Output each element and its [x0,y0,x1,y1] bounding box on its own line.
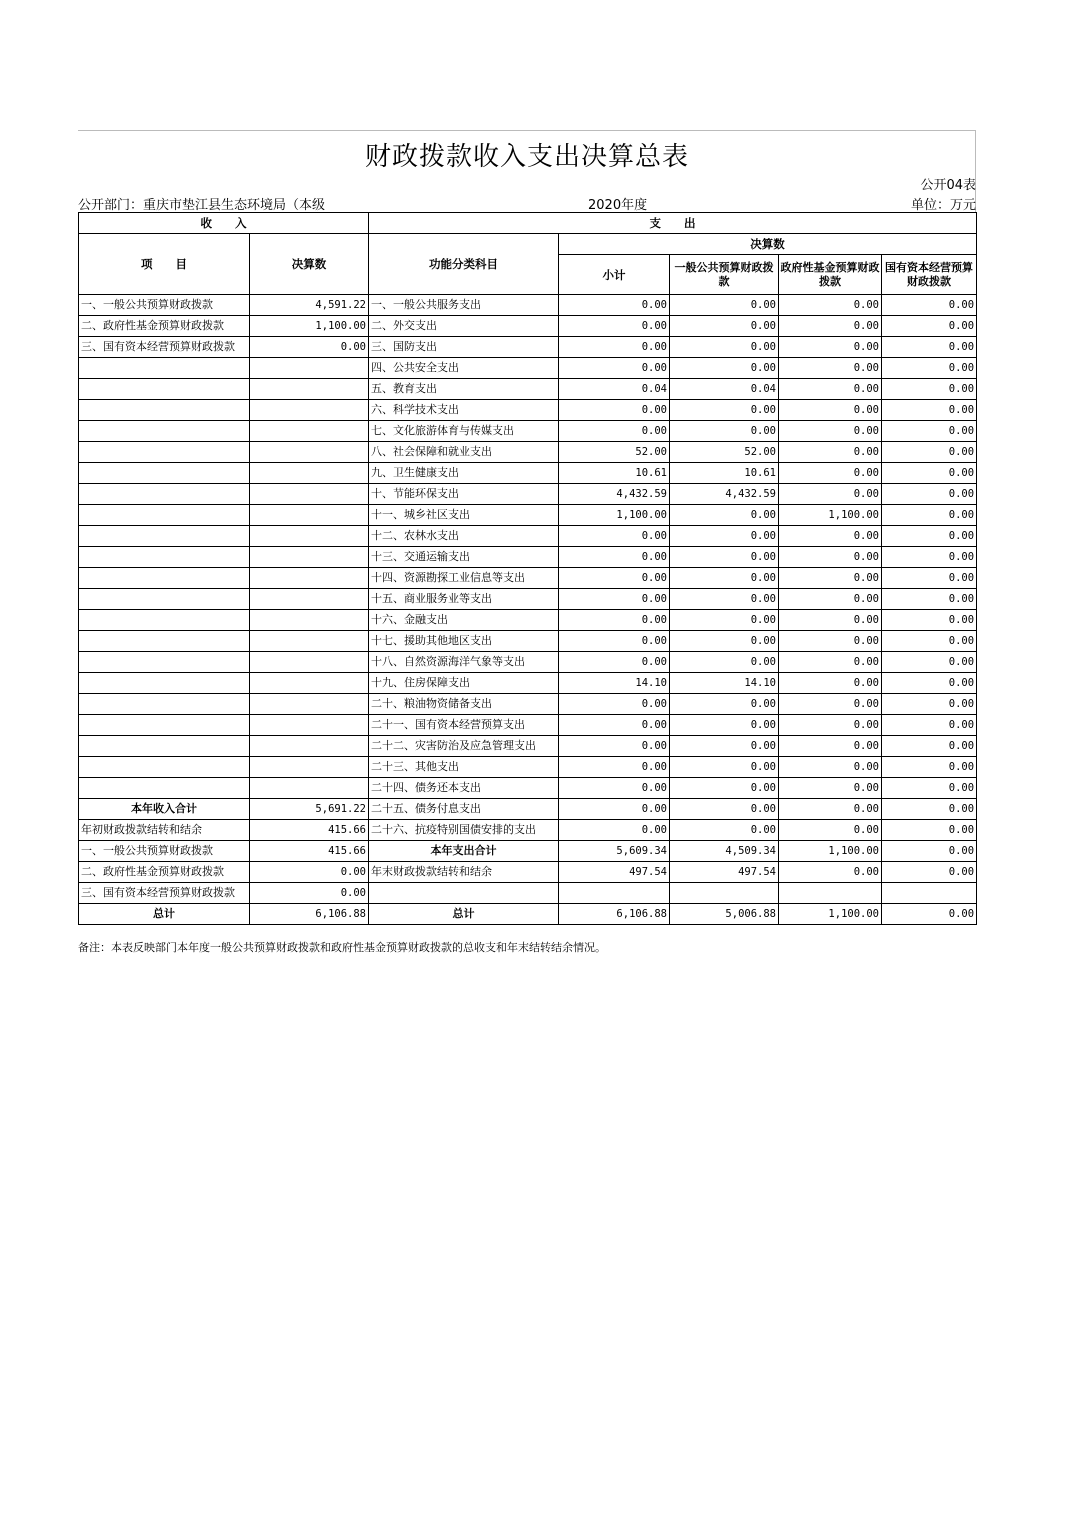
table-row [79,442,977,463]
expense-item [369,883,559,904]
expense-general-budget: 0.00 [670,631,779,652]
expense-item: 二、外交支出 [369,316,559,337]
expense-gov-fund: 0.00 [779,694,882,715]
expense-gov-fund: 0.00 [779,295,882,316]
expense-item: 一、一般公共服务支出 [369,295,559,316]
expense-general-budget: 0.00 [670,778,779,799]
expense-general-budget: 0.00 [670,358,779,379]
income-amount [250,568,369,589]
col-state-capital: 国有资本经营预算财政拨款 [882,255,977,295]
expense-gov-fund: 0.00 [779,442,882,463]
expense-item: 十七、援助其他地区支出 [369,631,559,652]
income-item [79,484,250,505]
expense-state-capital: 0.00 [882,400,977,421]
income-amount [250,400,369,421]
expense-item: 总计 [369,904,559,925]
expense-state-capital: 0.00 [882,547,977,568]
col-final-amount: 决算数 [250,234,369,295]
expense-general-budget: 0.00 [670,652,779,673]
income-amount: 0.00 [250,883,369,904]
page-title: 财政拨款收入支出决算总表 [364,142,689,172]
expense-subtotal: 4,432.59 [559,484,670,505]
table-row [79,778,977,799]
expense-subtotal: 0.00 [559,589,670,610]
expense-subtotal: 0.00 [559,715,670,736]
expense-gov-fund: 0.00 [779,400,882,421]
expense-subtotal: 0.00 [559,526,670,547]
expense-state-capital: 0.00 [882,589,977,610]
expense-gov-fund: 0.00 [779,358,882,379]
expense-subtotal: 0.00 [559,337,670,358]
income-item [79,400,250,421]
table-row [79,358,977,379]
expense-subtotal: 10.61 [559,463,670,484]
expense-state-capital [882,883,977,904]
income-item [79,736,250,757]
income-item [79,652,250,673]
income-amount: 415.66 [250,841,369,862]
expense-general-budget: 0.00 [670,337,779,358]
expense-general-budget: 0.00 [670,820,779,841]
expense-gov-fund: 0.00 [779,778,882,799]
income-amount [250,715,369,736]
expense-subtotal: 0.00 [559,421,670,442]
table-row [79,883,977,904]
income-amount [250,694,369,715]
table-row [79,568,977,589]
expense-subtotal: 0.04 [559,379,670,400]
expense-item: 二十二、灾害防治及应急管理支出 [369,736,559,757]
expense-gov-fund: 0.00 [779,631,882,652]
expense-general-budget: 497.54 [670,862,779,883]
unit-label: 单位：万元 [910,198,976,213]
expense-subtotal: 0.00 [559,820,670,841]
expense-general-budget: 0.04 [670,379,779,400]
expense-subtotal: 52.00 [559,442,670,463]
table-row [79,673,977,694]
table-row [79,337,977,358]
expense-state-capital: 0.00 [882,358,977,379]
income-amount: 5,691.22 [250,799,369,820]
expense-general-budget: 0.00 [670,505,779,526]
expense-subtotal: 0.00 [559,736,670,757]
table-row [79,505,977,526]
expense-item: 二十三、其他支出 [369,757,559,778]
expense-gov-fund: 0.00 [779,379,882,400]
income-amount [250,631,369,652]
income-item [79,610,250,631]
expense-general-budget: 4,509.34 [670,841,779,862]
income-item [79,694,250,715]
expense-state-capital: 0.00 [882,673,977,694]
expense-gov-fund: 1,100.00 [779,841,882,862]
expense-gov-fund: 0.00 [779,736,882,757]
col-gov-fund: 政府性基金预算财政拨款 [779,255,882,295]
expense-gov-fund: 0.00 [779,757,882,778]
table-row [79,316,977,337]
income-amount: 0.00 [250,337,369,358]
income-amount [250,652,369,673]
table-row [79,694,977,715]
expense-general-budget: 52.00 [670,442,779,463]
income-item [79,421,250,442]
expense-gov-fund: 0.00 [779,610,882,631]
col-item: 项 目 [79,234,250,295]
expense-general-budget: 0.00 [670,421,779,442]
expense-item: 二十五、债务付息支出 [369,799,559,820]
income-item [79,463,250,484]
expense-gov-fund: 0.00 [779,463,882,484]
income-item [79,673,250,694]
col-general-budget: 一般公共预算财政拨款 [670,255,779,295]
expense-item: 三、国防支出 [369,337,559,358]
table-row [79,862,977,883]
expense-gov-fund: 0.00 [779,337,882,358]
table-row [79,379,977,400]
income-item: 二、政府性基金预算财政拨款 [79,316,250,337]
col-subtotal: 小计 [559,255,670,295]
expense-state-capital: 0.00 [882,421,977,442]
expense-general-budget [670,883,779,904]
expense-state-capital: 0.00 [882,652,977,673]
expense-gov-fund: 0.00 [779,589,882,610]
income-item [79,757,250,778]
income-item [79,379,250,400]
expense-state-capital: 0.00 [882,568,977,589]
table-row [79,295,977,316]
income-amount [250,484,369,505]
expense-item: 九、卫生健康支出 [369,463,559,484]
income-item [79,778,250,799]
expense-gov-fund: 0.00 [779,568,882,589]
final-group-header: 决算数 [559,234,977,255]
expense-general-budget: 0.00 [670,589,779,610]
expense-item: 七、文化旅游体育与传媒支出 [369,421,559,442]
table-number: 公开04表 [920,178,976,193]
expense-item: 十、节能环保支出 [369,484,559,505]
expense-subtotal: 0.00 [559,778,670,799]
income-item: 年初财政拨款结转和结余 [79,820,250,841]
expense-item: 二十六、抗疫特别国债安排的支出 [369,820,559,841]
income-amount [250,736,369,757]
expense-general-budget: 0.00 [670,694,779,715]
income-amount: 0.00 [250,862,369,883]
table-row [79,652,977,673]
expense-subtotal: 0.00 [559,694,670,715]
table-row [79,757,977,778]
expense-general-budget: 0.00 [670,610,779,631]
income-amount [250,673,369,694]
table-row [79,589,977,610]
table-row [79,904,977,925]
expense-item: 四、公共安全支出 [369,358,559,379]
table-row [79,484,977,505]
income-amount [250,505,369,526]
income-amount [250,379,369,400]
income-item: 二、政府性基金预算财政拨款 [79,862,250,883]
table-row [79,400,977,421]
expense-gov-fund: 0.00 [779,652,882,673]
expense-item: 十九、住房保障支出 [369,673,559,694]
expense-state-capital: 0.00 [882,757,977,778]
expense-subtotal: 0.00 [559,652,670,673]
expense-state-capital: 0.00 [882,379,977,400]
income-amount: 1,100.00 [250,316,369,337]
expense-subtotal: 0.00 [559,400,670,421]
expense-state-capital: 0.00 [882,442,977,463]
table-row [79,715,977,736]
expense-subtotal: 5,609.34 [559,841,670,862]
income-amount: 415.66 [250,820,369,841]
expense-general-budget: 14.10 [670,673,779,694]
expense-subtotal: 1,100.00 [559,505,670,526]
income-item [79,547,250,568]
expense-gov-fund: 0.00 [779,673,882,694]
expense-state-capital: 0.00 [882,484,977,505]
top-border [78,130,976,131]
expense-subtotal [559,883,670,904]
income-item: 一、一般公共预算财政拨款 [79,841,250,862]
table-row [79,820,977,841]
table-body [79,295,977,925]
expense-item: 十八、自然资源海洋气象等支出 [369,652,559,673]
income-amount [250,421,369,442]
expense-general-budget: 0.00 [670,295,779,316]
table-row [79,736,977,757]
expense-item: 十五、商业服务业等支出 [369,589,559,610]
expense-item: 十二、农林水支出 [369,526,559,547]
expense-gov-fund: 0.00 [779,526,882,547]
expense-subtotal: 0.00 [559,631,670,652]
expense-general-budget: 0.00 [670,799,779,820]
fiscal-year: 2020年度 [588,198,648,213]
expense-state-capital: 0.00 [882,736,977,757]
income-item [79,631,250,652]
expense-gov-fund: 0.00 [779,862,882,883]
department-label: 公开部门：重庆市垫江县生态环境局（本级 [78,198,326,213]
expense-gov-fund: 0.00 [779,547,882,568]
table-row [79,799,977,820]
expense-general-budget: 0.00 [670,547,779,568]
income-amount [250,589,369,610]
expense-subtotal: 6,106.88 [559,904,670,925]
expense-general-budget: 0.00 [670,316,779,337]
income-item [79,358,250,379]
expense-general-budget: 0.00 [670,568,779,589]
expense-state-capital: 0.00 [882,316,977,337]
income-item: 总计 [79,904,250,925]
expense-state-capital: 0.00 [882,463,977,484]
table-row [79,631,977,652]
expense-gov-fund: 0.00 [779,820,882,841]
expense-state-capital: 0.00 [882,862,977,883]
expense-general-budget: 4,432.59 [670,484,779,505]
expense-gov-fund: 0.00 [779,421,882,442]
expense-general-budget: 0.00 [670,526,779,547]
income-amount [250,757,369,778]
income-amount: 4,591.22 [250,295,369,316]
expense-gov-fund [779,883,882,904]
expense-gov-fund: 0.00 [779,799,882,820]
income-item [79,526,250,547]
income-item [79,568,250,589]
remark-note: 备注：本表反映部门本年度一般公共预算财政拨款和政府性基金预算财政拨款的总收支和年末结转结余情况。 [78,941,606,954]
table-row [79,841,977,862]
expense-general-budget: 0.00 [670,736,779,757]
expense-subtotal: 0.00 [559,547,670,568]
expense-subtotal: 0.00 [559,316,670,337]
expense-general-budget: 10.61 [670,463,779,484]
expense-state-capital: 0.00 [882,505,977,526]
expense-general-budget: 5,006.88 [670,904,779,925]
expense-subtotal: 497.54 [559,862,670,883]
income-amount [250,547,369,568]
expense-general-budget: 0.00 [670,400,779,421]
table-row [79,547,977,568]
expense-subtotal: 0.00 [559,757,670,778]
expense-gov-fund: 1,100.00 [779,505,882,526]
income-amount [250,358,369,379]
expense-state-capital: 0.00 [882,904,977,925]
expense-item: 十一、城乡社区支出 [369,505,559,526]
expense-state-capital: 0.00 [882,631,977,652]
income-item [79,715,250,736]
expense-state-capital: 0.00 [882,820,977,841]
table-row [79,610,977,631]
expense-item: 二十四、债务还本支出 [369,778,559,799]
expense-item: 十三、交通运输支出 [369,547,559,568]
expense-item: 年末财政拨款结转和结余 [369,862,559,883]
expense-item: 八、社会保障和就业支出 [369,442,559,463]
expense-subtotal: 14.10 [559,673,670,694]
income-item: 一、一般公共预算财政拨款 [79,295,250,316]
expense-state-capital: 0.00 [882,694,977,715]
expense-state-capital: 0.00 [882,715,977,736]
expense-state-capital: 0.00 [882,526,977,547]
income-item: 三、国有资本经营预算财政拨款 [79,883,250,904]
expense-item: 二十一、国有资本经营预算支出 [369,715,559,736]
expense-item: 本年支出合计 [369,841,559,862]
expense-item: 六、科学技术支出 [369,400,559,421]
income-item: 三、国有资本经营预算财政拨款 [79,337,250,358]
expense-state-capital: 0.00 [882,778,977,799]
expense-state-capital: 0.00 [882,295,977,316]
expense-state-capital: 0.00 [882,610,977,631]
expense-gov-fund: 0.00 [779,316,882,337]
expense-gov-fund: 0.00 [779,484,882,505]
income-group-header: 收 入 [79,213,369,234]
income-item [79,589,250,610]
income-amount [250,778,369,799]
income-amount [250,610,369,631]
expense-item: 十六、金融支出 [369,610,559,631]
income-amount [250,526,369,547]
income-amount: 6,106.88 [250,904,369,925]
expense-item: 五、教育支出 [369,379,559,400]
expense-gov-fund: 1,100.00 [779,904,882,925]
expense-gov-fund: 0.00 [779,715,882,736]
expense-general-budget: 0.00 [670,757,779,778]
expense-item: 二十、粮油物资储备支出 [369,694,559,715]
expense-group-header: 支 出 [369,213,977,234]
expense-general-budget: 0.00 [670,715,779,736]
income-amount [250,463,369,484]
expense-item: 十四、资源勘探工业信息等支出 [369,568,559,589]
income-amount [250,442,369,463]
expense-state-capital: 0.00 [882,841,977,862]
expense-subtotal: 0.00 [559,568,670,589]
income-item: 本年收入合计 [79,799,250,820]
expense-subtotal: 0.00 [559,799,670,820]
expense-subtotal: 0.00 [559,295,670,316]
expense-subtotal: 0.00 [559,610,670,631]
table-row [79,463,977,484]
table-row [79,421,977,442]
budget-table [78,212,977,925]
col-func-class: 功能分类科目 [369,234,559,295]
expense-state-capital: 0.00 [882,799,977,820]
expense-state-capital: 0.00 [882,337,977,358]
table-row [79,526,977,547]
income-item [79,505,250,526]
income-item [79,442,250,463]
expense-subtotal: 0.00 [559,358,670,379]
